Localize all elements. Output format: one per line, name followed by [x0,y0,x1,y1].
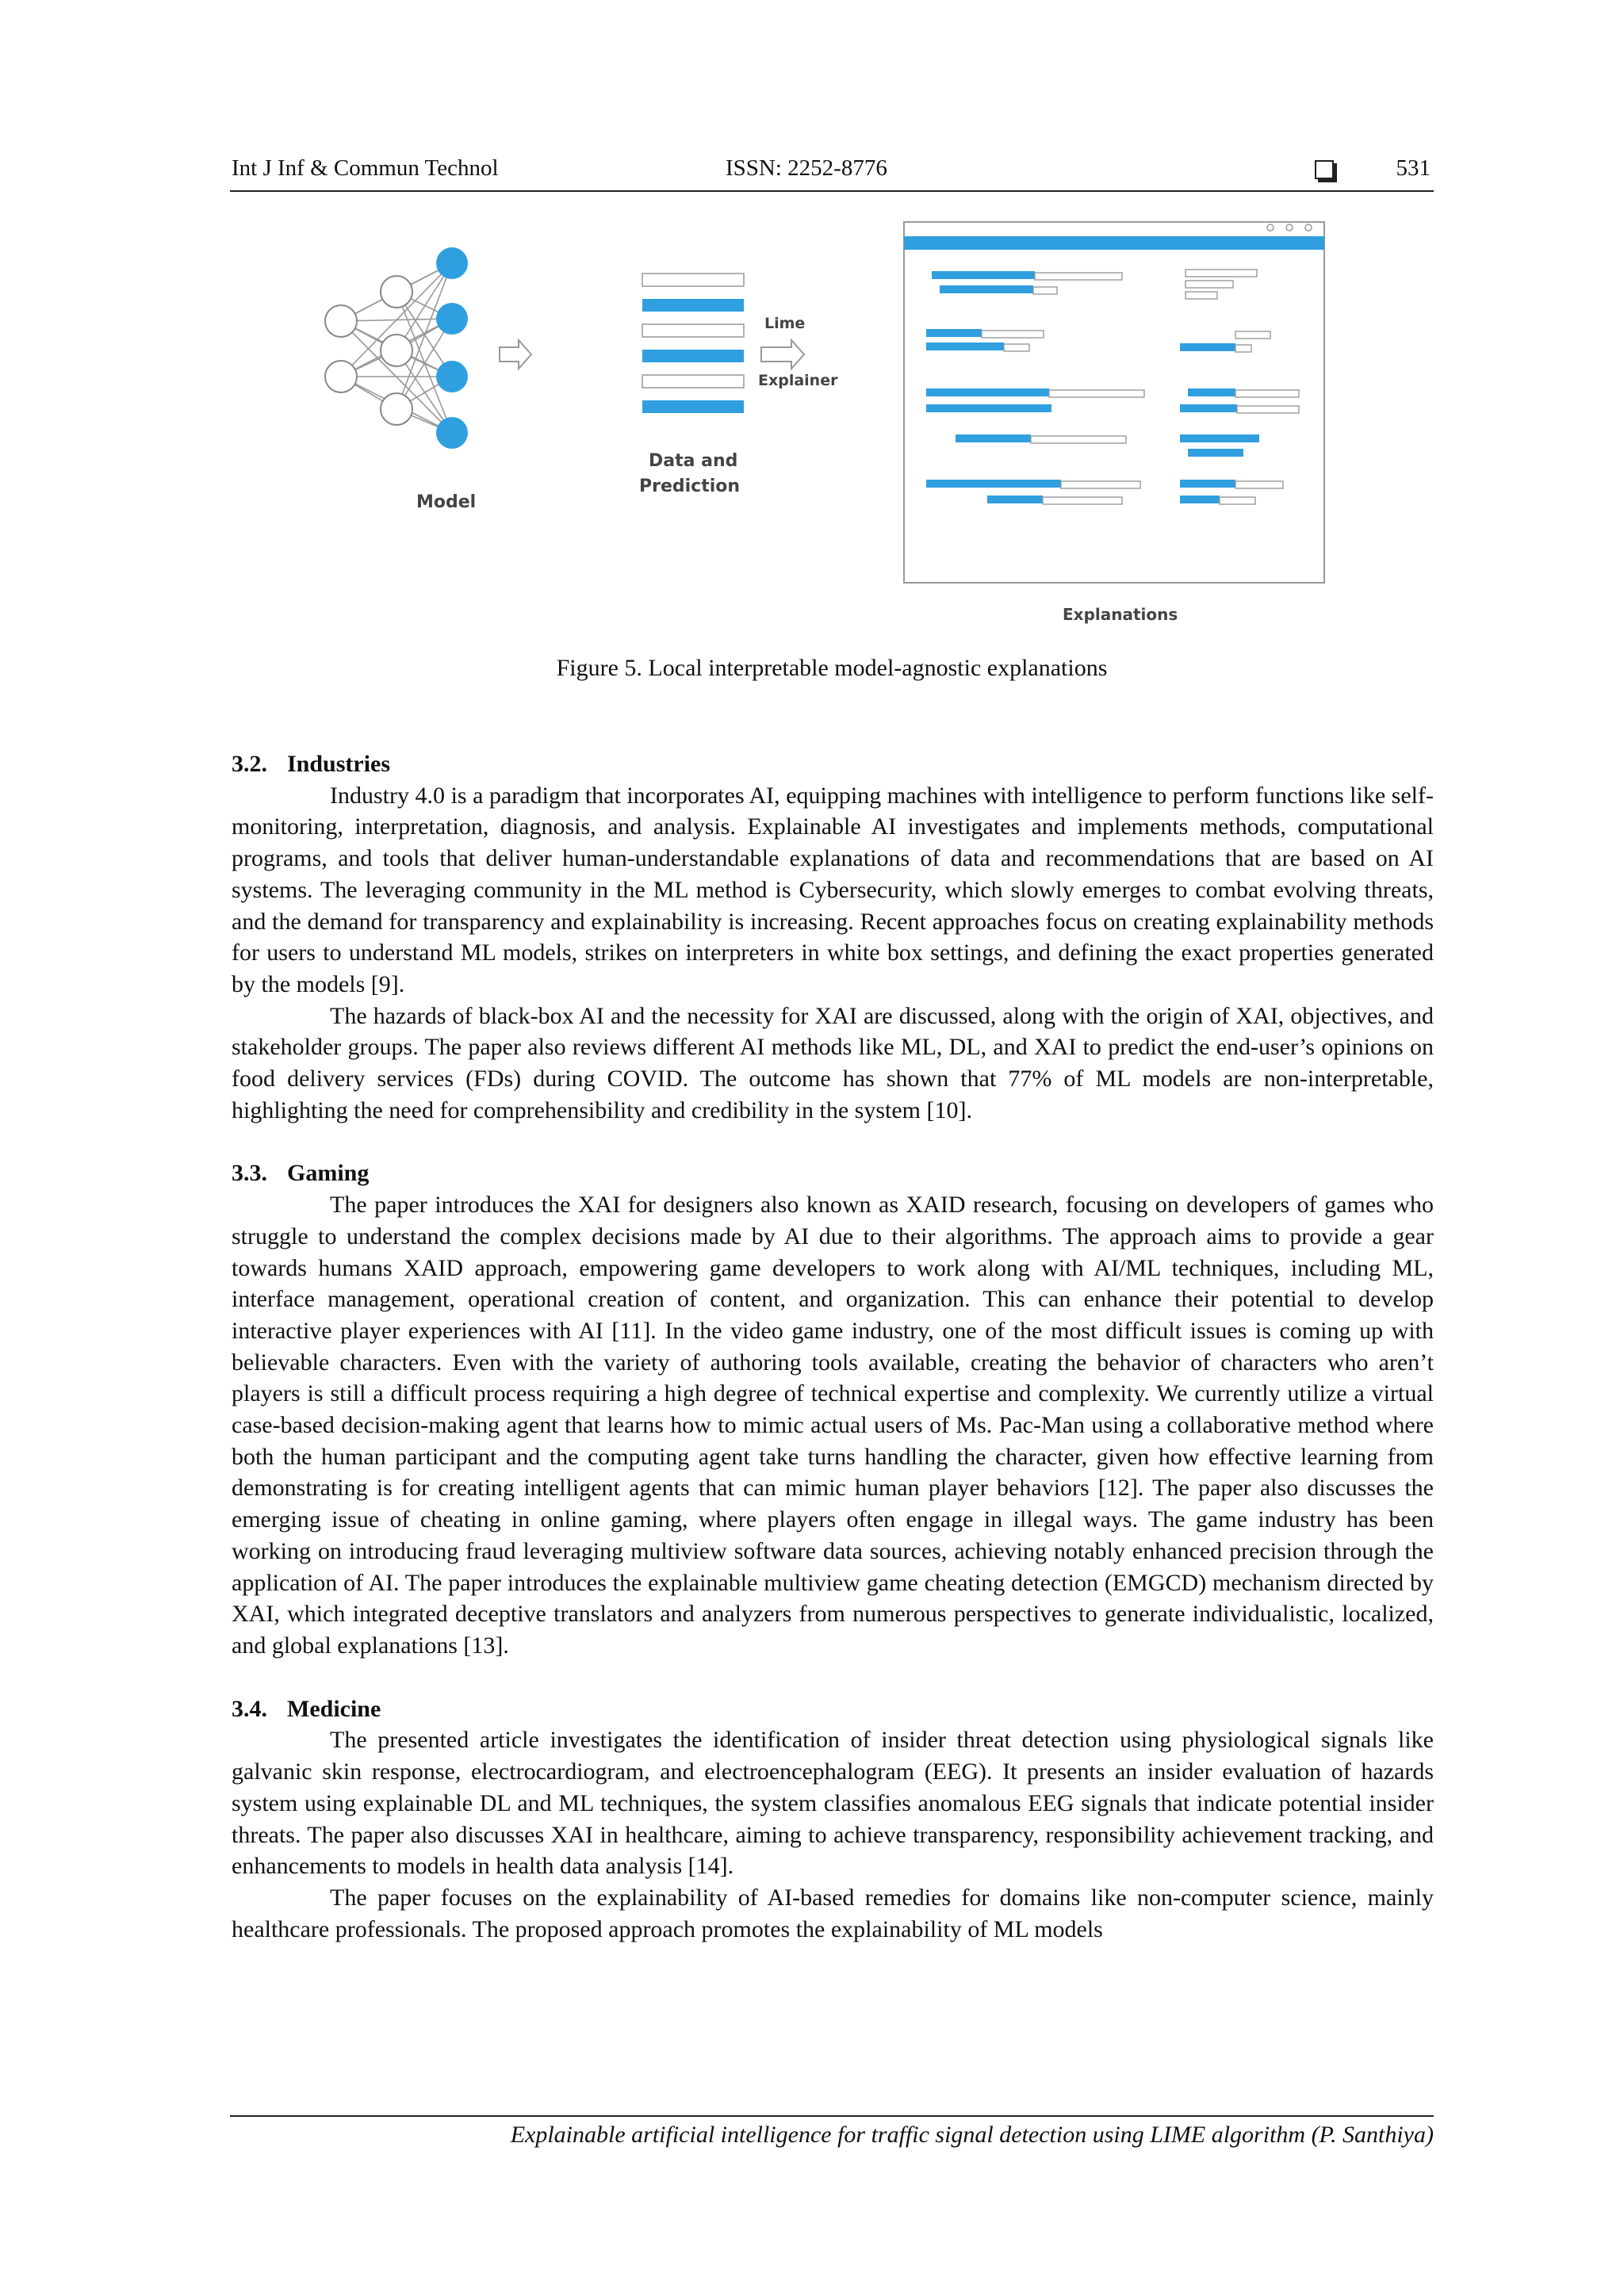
issn: ISSN: 2252-8776 [726,155,887,181]
paragraph: The hazards of black-box AI and the necessity for XAI are discussed, along with the origin of XAI, objectives, and stakeholder groups. The paper also reviews different AI methods like ML, DL, and XAI to predict the end-user’s opinions on food delivery services (FDs) during COVID. The outcome has shown that 77% of ML models are non-interpretable, highlighting the need for comprehensibility and credibility in the system [10]. [232,1002,1434,1123]
model-label: Model [416,492,477,512]
explanations-label: Explanations [1063,605,1178,624]
square-bullet-icon [1315,160,1334,179]
figure-lime-diagram [317,214,1348,626]
explanations-window [904,222,1324,583]
explainer-label: Explainer [758,372,838,389]
paragraph: Industry 4.0 is a paradigm that incorporates AI, equipping machines with intelligence to perform functions like self-monitoring, interpretation, diagnosis, and analysis. Explainable AI investigates and implements methods, computational programs, and tools that deliver human-understandable explanations of data and recommendations that are based on AI systems. The leveraging community in the ML method is Cybersecurity, which slowly emerges to combat evolving threats, and the demand for transparency and explainability is increasing. Recent approaches focus on creating explainability methods for users to understand ML models, strikes on interpreters in white box settings, and defining the exact properties generated by the models [9]. [232,782,1434,997]
paragraph: The presented article investigates the identification of insider threat detection using physiological signals like galvanic skin response, electrocardiogram, and electroencephalogram (EEG). It presents an insider evaluation of hazards system using explainable DL and ML techniques, the system classifies anomalous EEG signals that indicate potential insider threats. The paper also discusses XAI in healthcare, aiming to achieve transparency, responsibility achievement tracking, and enhancements to models in health data analysis [14]. [232,1727,1434,1880]
lime-label: Lime [764,315,806,332]
neural-network-model [325,247,476,512]
paragraph: The paper introduces the XAI for designers also known as XAID research, focusing on developers of games who struggle to understand the complex decisions made by AI due to their algorithms. The approach aims to provide a gear towards humans XAID approach, empowering game developers to work along with AI/ML techniques, including ML, interface management, operational creation of content, and organization. This can enhance their potential to develop interactive player experiences with AI [11]. In the video game industry, one of the most difficult issues is coming up with believable characters. Even with the variety of authoring tools available, creating the behavior of characters who aren’t players is still a difficult process requiring a high degree of technical expertise and complexity. We currently utilize a virtual case-based decision-making agent that learns how to mimic actual users of Ms. Pac-Man using a collaborative method where both the human participant and the computing agent take turns handling the character, given how effective learning from demonstrating is for creating intelligent agents that can mimic human player behaviors [12]. The paper also discusses the emerging issue of cheating in online gaming, where players often engage in illegal ways. The game industry has been working on introducing fraud leveraging multiview software data sources, achieving notably enhanced precision through the application of AI. The paper introduces the explainable multiview game cheating detection (EMGCD) mechanism directed by XAI, which integrated deceptive translators and analyzers from numerous perspectives to generate individualistic, localized, and global explanations [13]. [232,1192,1434,1659]
section-heading: 3.3. Gaming [232,1160,370,1187]
data-label: Data and [649,451,738,471]
running-header [230,155,1434,192]
paragraph: The paper focuses on the explainability of AI-based remedies for domains like non-computer science, mainly healthcare professionals. The proposed approach promotes the explainability of ML models [232,1884,1434,1942]
arrow-icon [761,340,804,369]
section-heading: 3.4. Medicine [232,1695,381,1722]
body-text [232,748,1434,1945]
data-and-prediction [639,274,744,496]
running-footer: Explainable artificial intelligence for traffic signal detection using LIME algorithm (P. Santhiya) [230,2115,1434,2149]
page-number: 531 [1396,155,1431,181]
section-heading: 3.2. Industries [232,751,391,777]
arrow-icon [500,340,531,369]
prediction-label: Prediction [639,476,741,496]
journal-name: Int J Inf & Commun Technol [232,155,499,181]
figure-caption: Figure 5. Local interpretable model-agnostic explanations [556,655,1108,681]
